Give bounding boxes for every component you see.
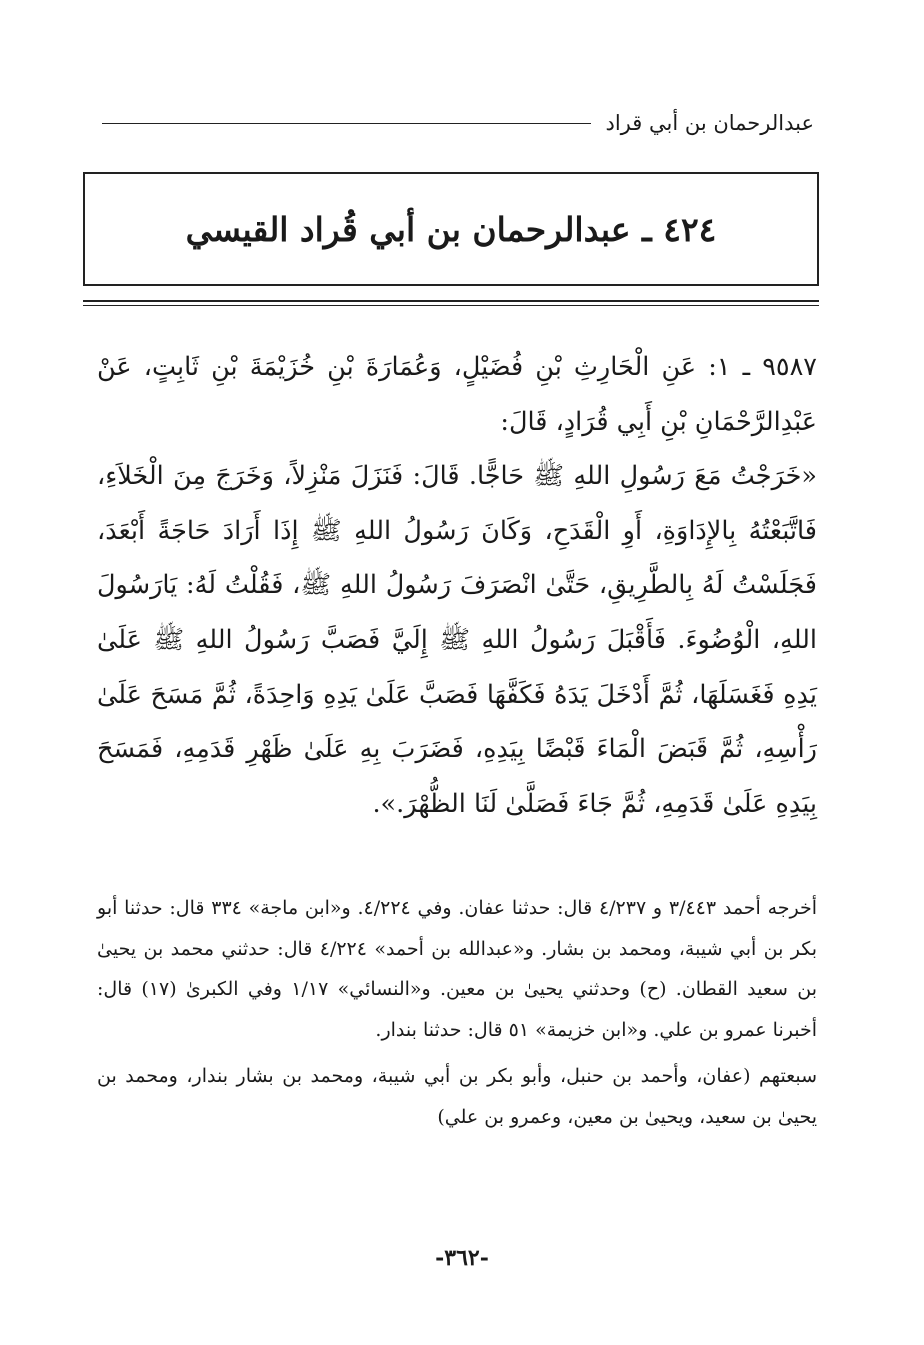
hadith-matn: «خَرَجْتُ مَعَ رَسُولِ اللهِ ﷺ حَاجًّا. قَالَ: فَنَزَلَ مَنْزِلاً، وَخَرَجَ مِنَ الْخَلاَءِ، فَاتَّبَعْتُهُ بِالإِدَاوَةِ، أَوِ الْقَدَحِ، وَكَانَ رَسُولُ اللهِ ﷺ إِذَا أَرَادَ حَاجَةً أَبْعَدَ، فَجَلَسْتُ لَهُ بِالطَّرِيقِ، حَتَّىٰ انْصَرَفَ رَسُولُ اللهِ ﷺ، فَقُلْتُ لَهُ: يَارَسُولَ اللهِ، الْوُضُوءَ. فَأَقْبَلَ رَسُولُ اللهِ ﷺ إِلَيَّ فَصَبَّ رَسُولُ اللهِ ﷺ عَلَىٰ يَدِهِ فَغَسَلَهَا، ثُمَّ أَدْخَلَ يَدَهُ فَكَفَّهَا فَصَبَّ عَلَىٰ يَدِهِ وَاحِدَةً، ثُمَّ مَسَحَ عَلَىٰ رَأْسِهِ، ثُمَّ قَبَضَ الْمَاءَ قَبْضًا بِيَدِهِ، فَضَرَبَ بِهِ عَلَىٰ ظَهْرِ قَدَمِهِ، فَمَسَحَ بِيَدِهِ عَلَىٰ قَدَمِهِ، ثُمَّ جَاءَ فَصَلَّىٰ لَنَا الظُّهْرَ.». (97, 461, 817, 819)
hadith-text (97, 340, 817, 831)
hadith-isnad: ٩٥٨٧ ـ ١: عَنِ الْحَارِثِ بْنِ فُضَيْلٍ، وَعُمَارَةَ بْنِ خُزَيْمَةَ بْنِ ثَابِتٍ، عَنْ عَبْدِالرَّحْمَانِ بْنِ أَبِي قُرَادٍ، قَالَ: (97, 352, 818, 437)
summary-paragraph: سبعتهم (عفان، وأحمد بن حنبل، وأبو بكر بن أبي شيبة، ومحمد بن بشار بندار، ومحمد بن يحيىٰ بن سعيد، ويحيىٰ بن معين، وعمرو بن علي) (97, 1065, 817, 1128)
running-head-text: عبدالرحمان بن أبي قراد (605, 111, 814, 135)
running-head-rule (102, 123, 591, 124)
chapter-title-box (83, 172, 819, 286)
running-head (102, 108, 814, 138)
takhrij-paragraph: أخرجه أحمد ٣/٤٤٣ و ٤/٢٣٧ قال: حدثنا عفان. وفي ٤/٢٢٤. و«ابن ماجة» ٣٣٤ قال: حدثنا أبو بكر بن أبي شيبة، ومحمد بن بشار. و«عبدالله بن أحمد» ٤/٢٢٤ قال: حدثني محمد بن يحيىٰ بن سعيد القطان. (ح) وحدثني يحيىٰ بن معين. و«النسائي» ١/١٧ وفي الكبرىٰ (١٧) قال: أخبرنا عمرو بن علي. و«ابن خزيمة» ٥١ قال: حدثنا بندار. (97, 897, 818, 1041)
chapter-title: ٤٢٤ ـ عبدالرحمان بن أبي قُراد القيسي (185, 209, 717, 249)
title-divider (83, 300, 819, 306)
takhrij-notes (97, 888, 817, 1137)
page-number: -٣٦٢- (435, 1245, 489, 1271)
